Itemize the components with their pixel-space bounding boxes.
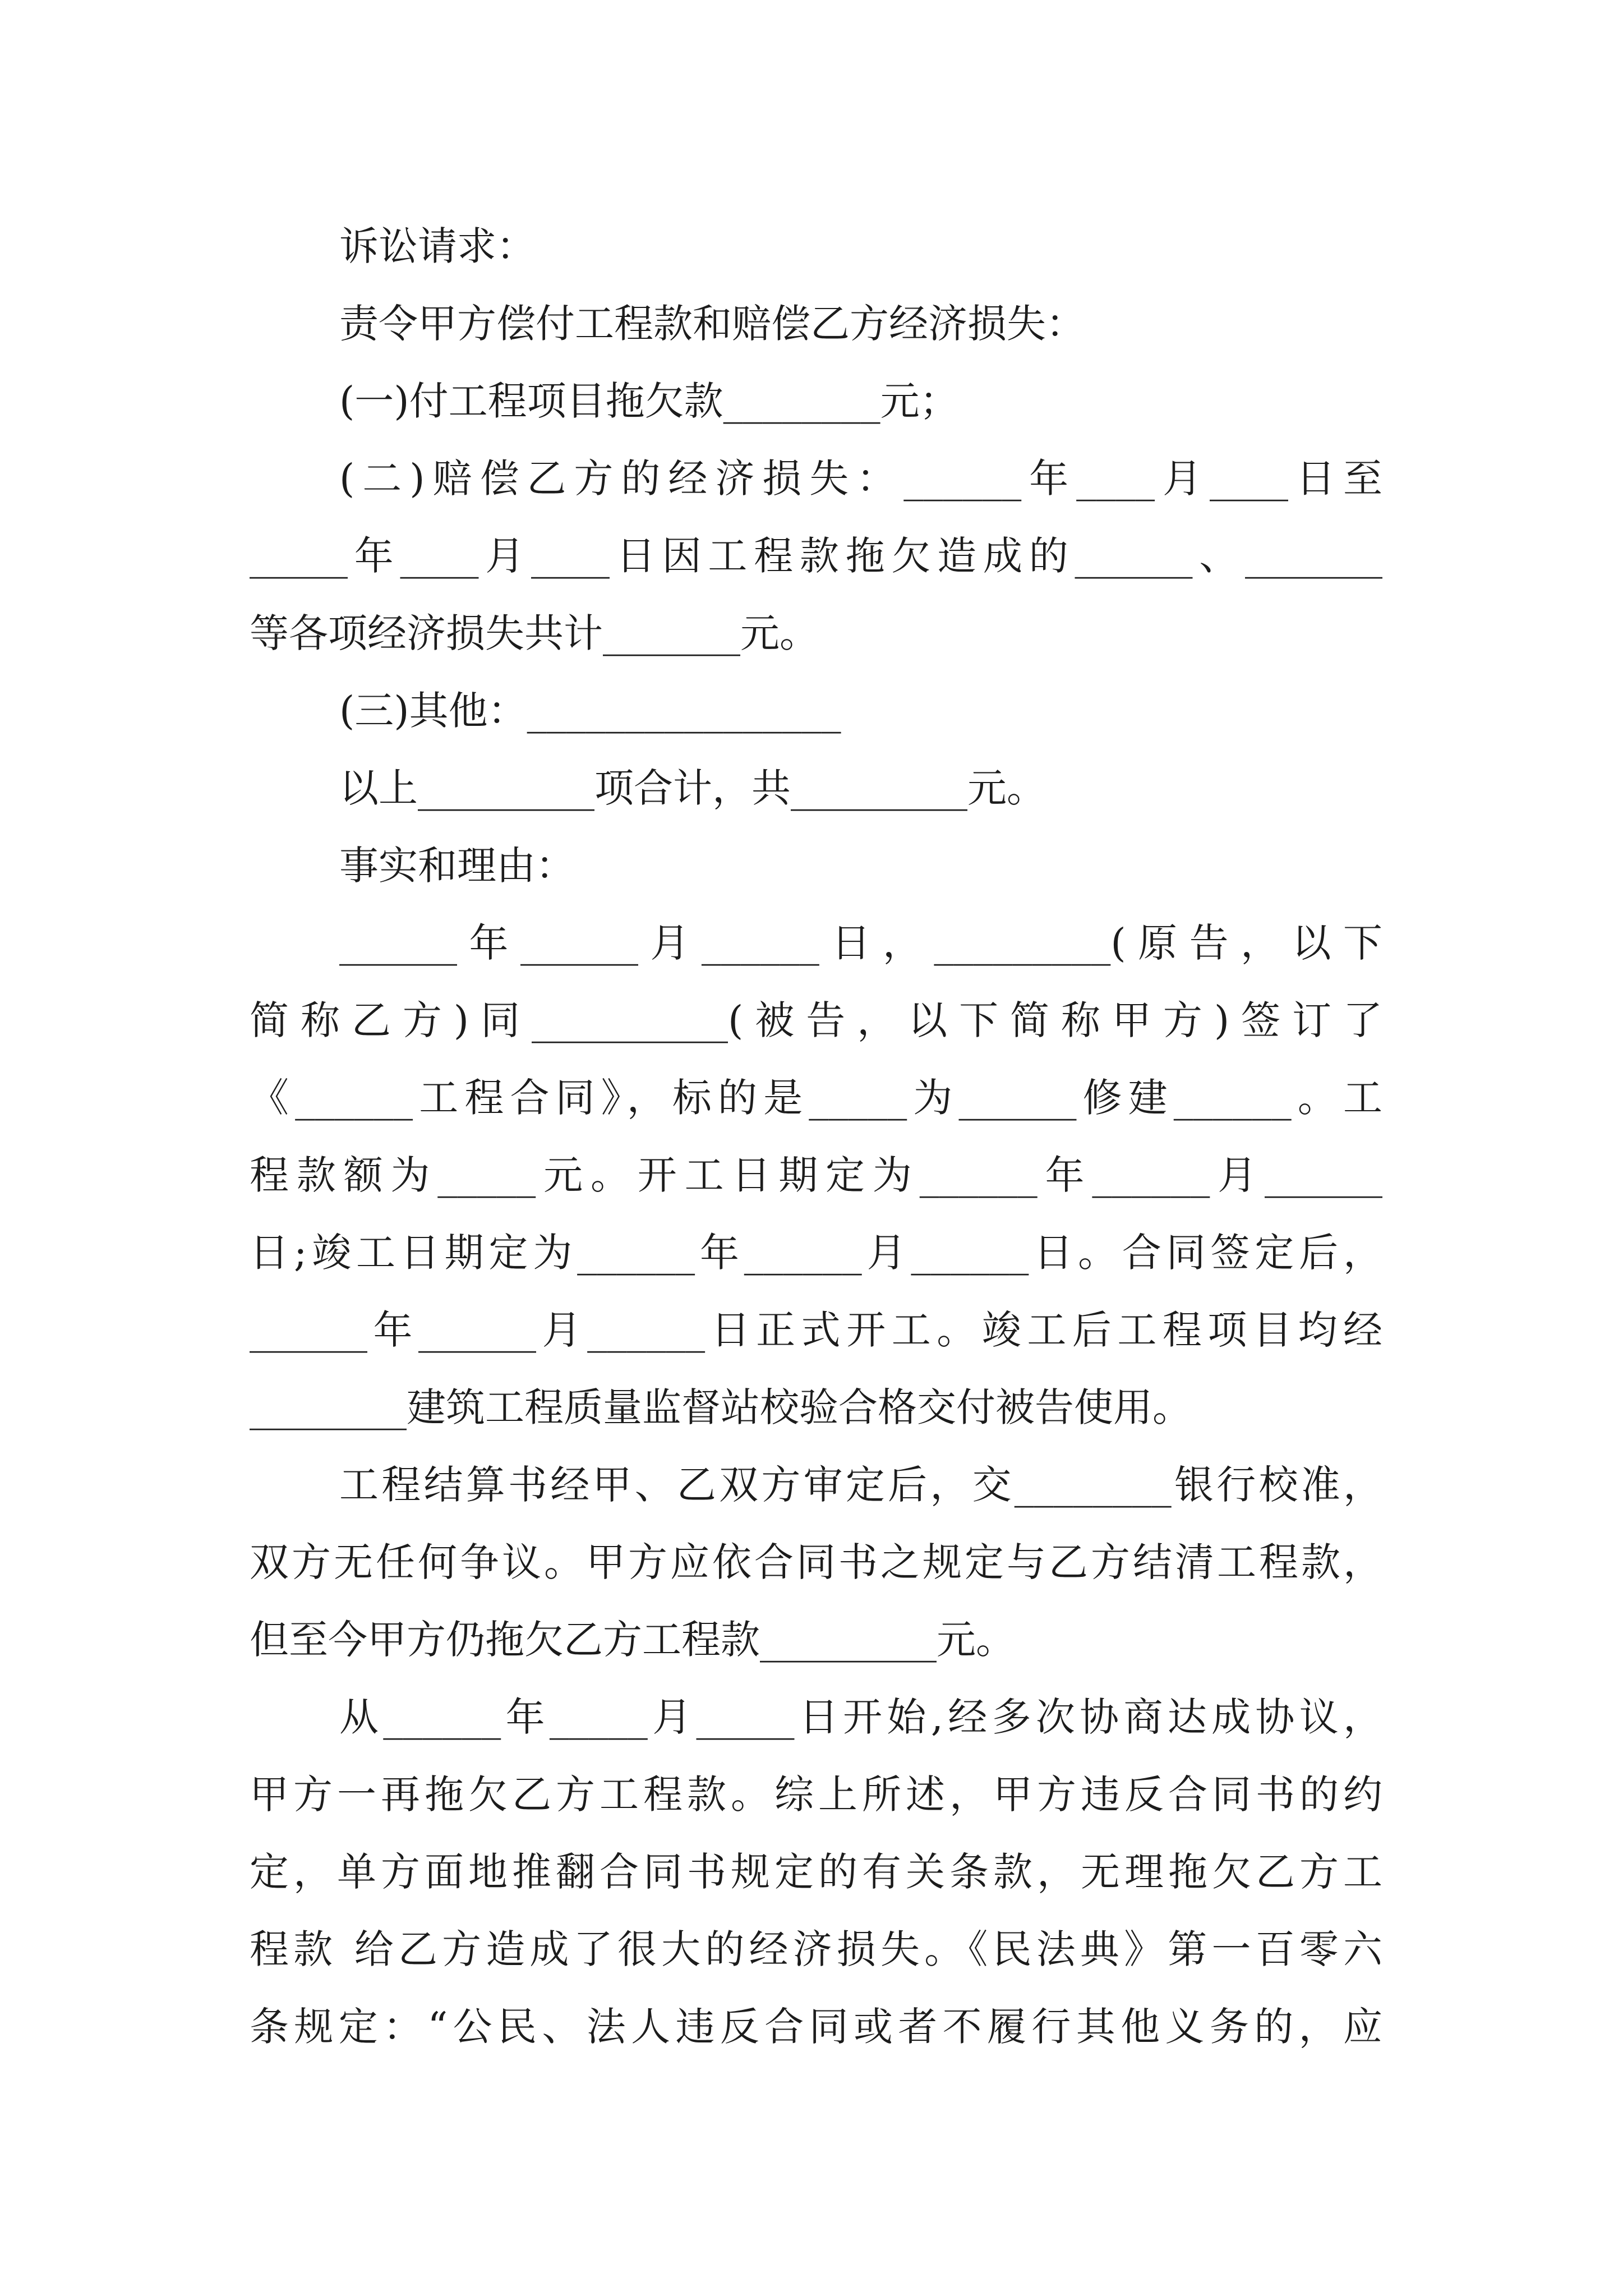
paragraph-line: 程款 给乙方造成了很大的经济损失。《民法典》第一百零六 bbox=[250, 1926, 1382, 1972]
paragraph-line: 但至今甲方仍拖欠乙方工程款_________元。 bbox=[250, 1617, 1015, 1663]
paragraph-line: 日;竣工日期定为______年______月______日。合同签定后， bbox=[250, 1230, 1382, 1276]
paragraph-line: 责令甲方偿付工程款和赔偿乙方经济损失： bbox=[339, 301, 1085, 347]
paragraph-line: 双方无任何争议。甲方应依合同书之规定与乙方结清工程款， bbox=[250, 1539, 1382, 1585]
heading-facts: 事实和理由： bbox=[339, 843, 575, 889]
paragraph-line: 定，单方面地推翻合同书规定的有关条款，无理拖欠乙方工 bbox=[250, 1849, 1382, 1895]
claim-item-1: (一)付工程项目拖欠款________元； bbox=[339, 378, 959, 424]
paragraph-line: 简称乙方)同__________(被告，以下简称甲方)签订了 bbox=[250, 997, 1382, 1043]
claim-total: 以上_________项合计，共_________元。 bbox=[339, 765, 1046, 811]
paragraph-line: 从______年_____月_____日开始,经多次协商达成协议， bbox=[339, 1694, 1382, 1740]
paragraph-line: 工程结算书经甲、乙双方审定后，交________银行校准， bbox=[339, 1462, 1382, 1508]
paragraph-line: _____年____月____日因工程款拖欠造成的______、_______ bbox=[250, 533, 1382, 579]
claim-item-3: (三)其他：________________ bbox=[339, 688, 841, 734]
paragraph-line: 《______工程合同》，标的是_____为______修建______。工 bbox=[250, 1075, 1382, 1121]
claim-item-2: (二)赔偿乙方的经济损失：______年____月____日至 bbox=[339, 455, 1382, 501]
paragraph-line: 等各项经济损失共计_______元。 bbox=[250, 610, 819, 656]
paragraph-line: 程款额为_____元。开工日期定为______年______月______ bbox=[250, 1152, 1382, 1198]
heading-claims: 诉讼请求： bbox=[339, 223, 536, 269]
paragraph-line: ______年______月______日，_________(原告，以下 bbox=[339, 920, 1382, 966]
paragraph-line: 条规定：“公民、法人违反合同或者不履行其他义务的，应 bbox=[250, 2004, 1382, 2050]
paragraph-line: ______年______月______日正式开工。竣工后工程项目均经 bbox=[250, 1307, 1382, 1353]
paragraph-line: ________建筑工程质量监督站校验合格交付被告使用。 bbox=[250, 1384, 1192, 1430]
document-body bbox=[250, 208, 1382, 2065]
paragraph-line: 甲方一再拖欠乙方工程款。综上所述，甲方违反合同书的约 bbox=[250, 1772, 1382, 1818]
